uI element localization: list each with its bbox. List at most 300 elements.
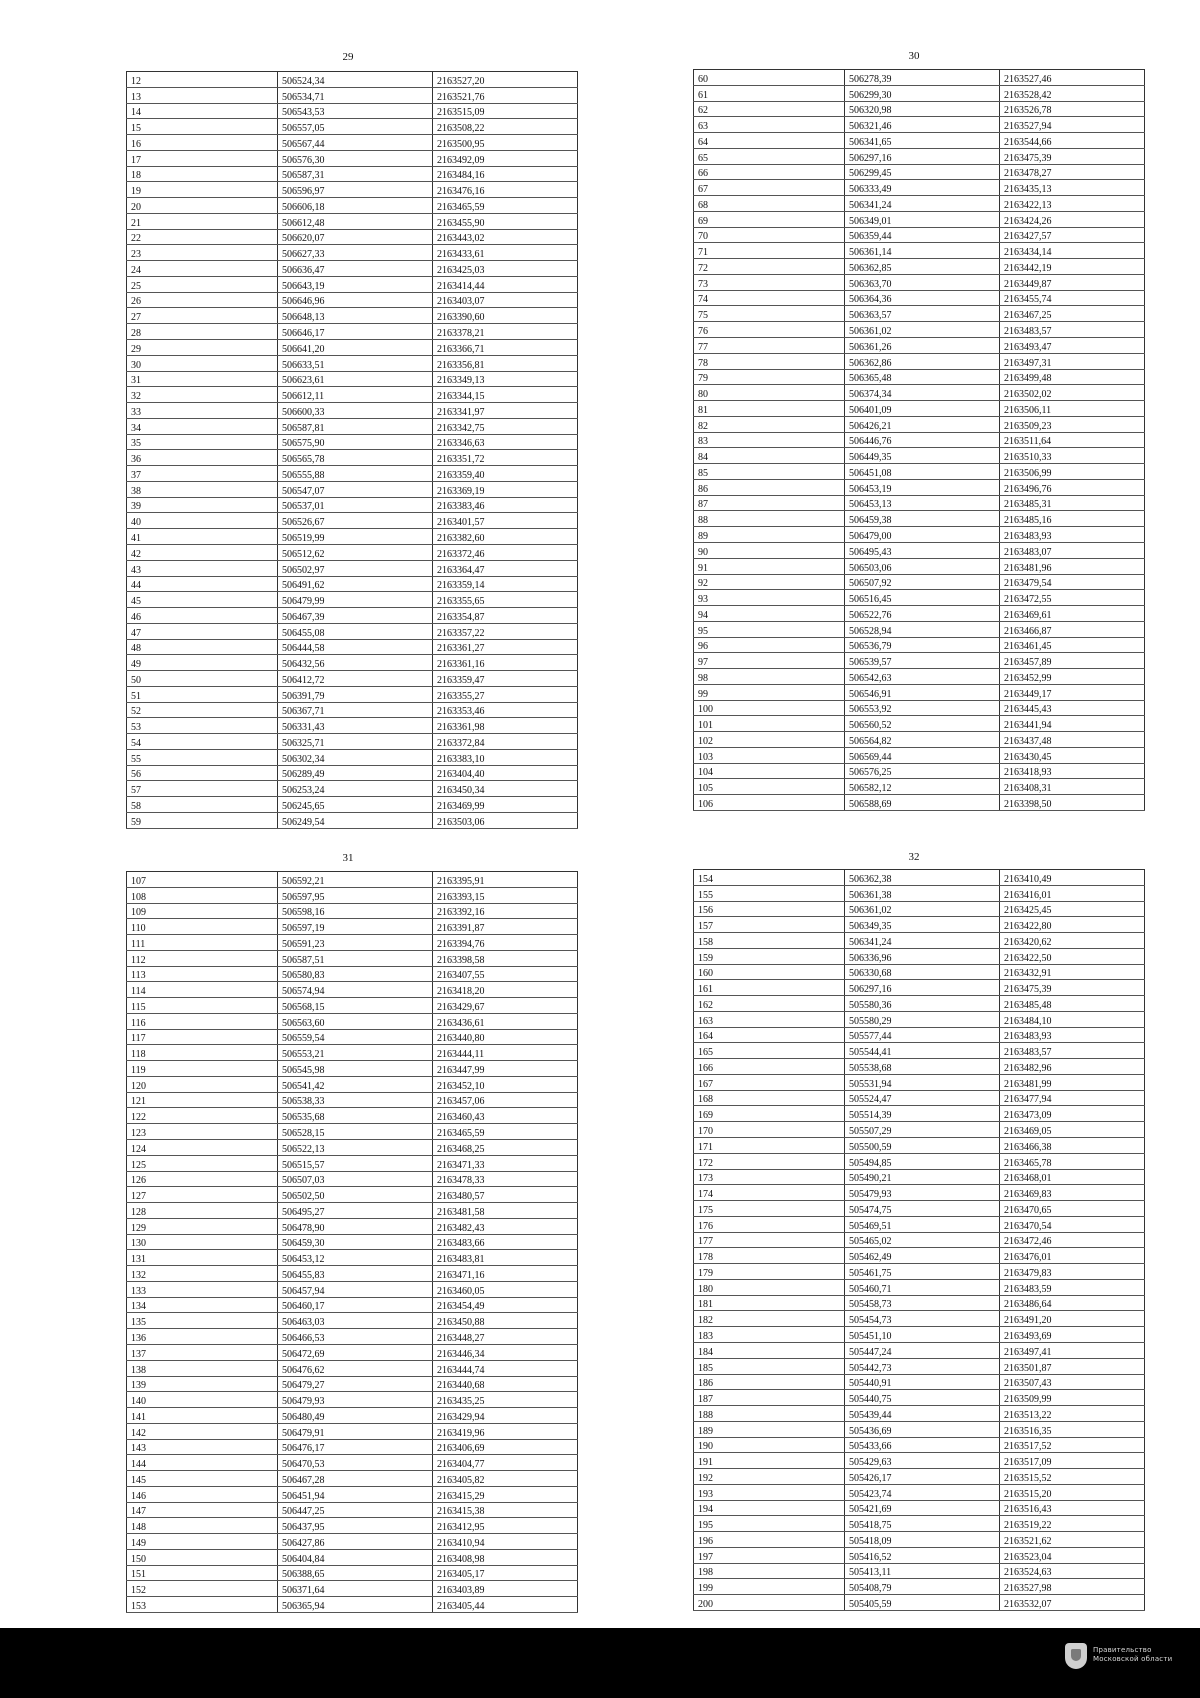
table-row xyxy=(694,933,1145,949)
x-coordinate-cell: 506289,49 xyxy=(278,765,433,781)
point-number-cell: 86 xyxy=(694,479,845,495)
x-coordinate-cell: 506362,85 xyxy=(845,259,1000,275)
x-coordinate-cell: 506526,67 xyxy=(278,513,433,529)
table-row xyxy=(694,70,1145,86)
table-row xyxy=(127,781,578,797)
y-coordinate-cell: 2163401,57 xyxy=(433,513,578,529)
x-coordinate-cell: 506555,88 xyxy=(278,466,433,482)
table-row xyxy=(694,996,1145,1012)
y-coordinate-cell: 2163430,45 xyxy=(1000,747,1145,763)
x-coordinate-cell: 506576,30 xyxy=(278,150,433,166)
x-coordinate-cell: 506502,97 xyxy=(278,560,433,576)
y-coordinate-cell: 2163450,34 xyxy=(433,781,578,797)
x-coordinate-cell: 506444,58 xyxy=(278,639,433,655)
point-number-cell: 15 xyxy=(127,119,278,135)
y-coordinate-cell: 2163515,52 xyxy=(1000,1469,1145,1485)
table-row xyxy=(127,686,578,702)
x-coordinate-cell: 506297,16 xyxy=(845,148,1000,164)
x-coordinate-cell: 506278,39 xyxy=(845,70,1000,86)
x-coordinate-cell: 505439,44 xyxy=(845,1406,1000,1422)
point-number-cell: 14 xyxy=(127,103,278,119)
x-coordinate-cell: 506541,42 xyxy=(278,1076,433,1092)
point-number-cell: 89 xyxy=(694,527,845,543)
x-coordinate-cell: 506612,48 xyxy=(278,213,433,229)
point-number-cell: 22 xyxy=(127,229,278,245)
y-coordinate-cell: 2163470,54 xyxy=(1000,1216,1145,1232)
y-coordinate-cell: 2163445,43 xyxy=(1000,700,1145,716)
y-coordinate-cell: 2163447,99 xyxy=(433,1061,578,1077)
x-coordinate-cell: 506367,71 xyxy=(278,702,433,718)
table-row xyxy=(694,148,1145,164)
point-number-cell: 20 xyxy=(127,198,278,214)
table-row xyxy=(127,324,578,340)
x-coordinate-cell: 506591,23 xyxy=(278,935,433,951)
point-number-cell: 39 xyxy=(127,497,278,513)
y-coordinate-cell: 2163471,33 xyxy=(433,1155,578,1171)
point-number-cell: 123 xyxy=(127,1124,278,1140)
y-coordinate-cell: 2163467,25 xyxy=(1000,306,1145,322)
x-coordinate-cell: 505458,73 xyxy=(845,1295,1000,1311)
x-coordinate-cell: 506557,05 xyxy=(278,119,433,135)
table-row xyxy=(127,1171,578,1187)
y-coordinate-cell: 2163481,96 xyxy=(1000,558,1145,574)
x-coordinate-cell: 505408,79 xyxy=(845,1579,1000,1595)
point-number-cell: 71 xyxy=(694,243,845,259)
x-coordinate-cell: 506507,03 xyxy=(278,1171,433,1187)
point-number-cell: 107 xyxy=(127,872,278,888)
table-row xyxy=(127,1203,578,1219)
y-coordinate-cell: 2163444,11 xyxy=(433,1045,578,1061)
point-number-cell: 194 xyxy=(694,1500,845,1516)
point-number-cell: 145 xyxy=(127,1471,278,1487)
table-row xyxy=(694,558,1145,574)
y-coordinate-cell: 2163479,54 xyxy=(1000,574,1145,590)
x-coordinate-cell: 505418,75 xyxy=(845,1516,1000,1532)
x-coordinate-cell: 505494,85 xyxy=(845,1153,1000,1169)
point-number-cell: 140 xyxy=(127,1392,278,1408)
y-coordinate-cell: 2163422,50 xyxy=(1000,948,1145,964)
table-row xyxy=(127,213,578,229)
point-number-cell: 176 xyxy=(694,1216,845,1232)
y-coordinate-cell: 2163480,57 xyxy=(433,1187,578,1203)
y-coordinate-cell: 2163369,19 xyxy=(433,481,578,497)
table-row xyxy=(694,180,1145,196)
table-row xyxy=(127,872,578,888)
table-row xyxy=(694,1563,1145,1579)
table-row xyxy=(127,1455,578,1471)
x-coordinate-cell: 506453,12 xyxy=(278,1250,433,1266)
point-number-cell: 13 xyxy=(127,87,278,103)
x-coordinate-cell: 506453,19 xyxy=(845,479,1000,495)
point-number-cell: 98 xyxy=(694,669,845,685)
y-coordinate-cell: 2163482,43 xyxy=(433,1218,578,1234)
y-coordinate-cell: 2163460,43 xyxy=(433,1108,578,1124)
x-coordinate-cell: 506401,09 xyxy=(845,401,1000,417)
x-coordinate-cell: 506522,13 xyxy=(278,1140,433,1156)
table-row xyxy=(127,529,578,545)
point-number-cell: 57 xyxy=(127,781,278,797)
y-coordinate-cell: 2163479,83 xyxy=(1000,1264,1145,1280)
y-coordinate-cell: 2163351,72 xyxy=(433,450,578,466)
y-coordinate-cell: 2163473,09 xyxy=(1000,1106,1145,1122)
x-coordinate-cell: 506330,68 xyxy=(845,964,1000,980)
y-coordinate-cell: 2163506,99 xyxy=(1000,464,1145,480)
page-number-29: 29 xyxy=(342,51,354,63)
x-coordinate-cell: 506597,19 xyxy=(278,919,433,935)
point-number-cell: 112 xyxy=(127,950,278,966)
table-row xyxy=(127,671,578,687)
x-coordinate-cell: 506341,24 xyxy=(845,933,1000,949)
point-number-cell: 38 xyxy=(127,481,278,497)
table-row xyxy=(694,980,1145,996)
point-number-cell: 193 xyxy=(694,1484,845,1500)
table-row xyxy=(127,966,578,982)
y-coordinate-cell: 2163359,14 xyxy=(433,576,578,592)
x-coordinate-cell: 505538,68 xyxy=(845,1059,1000,1075)
table-row xyxy=(127,1360,578,1376)
point-number-cell: 175 xyxy=(694,1201,845,1217)
y-coordinate-cell: 2163444,74 xyxy=(433,1360,578,1376)
y-coordinate-cell: 2163403,89 xyxy=(433,1581,578,1597)
point-number-cell: 185 xyxy=(694,1358,845,1374)
table-row xyxy=(127,387,578,403)
table-row xyxy=(127,887,578,903)
x-coordinate-cell: 506455,08 xyxy=(278,623,433,639)
x-coordinate-cell: 506467,39 xyxy=(278,608,433,624)
point-number-cell: 137 xyxy=(127,1344,278,1360)
coordinates-table-32 xyxy=(693,869,1145,1611)
y-coordinate-cell: 2163509,99 xyxy=(1000,1390,1145,1406)
y-coordinate-cell: 2163485,16 xyxy=(1000,511,1145,527)
x-coordinate-cell: 506623,61 xyxy=(278,371,433,387)
x-coordinate-cell: 506363,57 xyxy=(845,306,1000,322)
point-number-cell: 46 xyxy=(127,608,278,624)
x-coordinate-cell: 505500,59 xyxy=(845,1138,1000,1154)
point-number-cell: 52 xyxy=(127,702,278,718)
x-coordinate-cell: 506646,96 xyxy=(278,292,433,308)
point-number-cell: 84 xyxy=(694,448,845,464)
y-coordinate-cell: 2163454,49 xyxy=(433,1297,578,1313)
point-number-cell: 88 xyxy=(694,511,845,527)
x-coordinate-cell: 506528,94 xyxy=(845,621,1000,637)
point-number-cell: 187 xyxy=(694,1390,845,1406)
y-coordinate-cell: 2163457,06 xyxy=(433,1092,578,1108)
x-coordinate-cell: 506600,33 xyxy=(278,403,433,419)
point-number-cell: 130 xyxy=(127,1234,278,1250)
point-number-cell: 48 xyxy=(127,639,278,655)
x-coordinate-cell: 506325,71 xyxy=(278,734,433,750)
y-coordinate-cell: 2163414,44 xyxy=(433,276,578,292)
x-coordinate-cell: 506453,13 xyxy=(845,495,1000,511)
x-coordinate-cell: 506361,26 xyxy=(845,338,1000,354)
table-row xyxy=(694,1579,1145,1595)
x-coordinate-cell: 506576,25 xyxy=(845,763,1000,779)
table-row xyxy=(127,592,578,608)
table-row xyxy=(694,1074,1145,1090)
y-coordinate-cell: 2163440,80 xyxy=(433,1029,578,1045)
x-coordinate-cell: 506391,79 xyxy=(278,686,433,702)
table-row xyxy=(694,1453,1145,1469)
table-row xyxy=(694,227,1145,243)
x-coordinate-cell: 506620,07 xyxy=(278,229,433,245)
point-number-cell: 79 xyxy=(694,369,845,385)
y-coordinate-cell: 2163476,16 xyxy=(433,182,578,198)
table-row xyxy=(694,322,1145,338)
y-coordinate-cell: 2163442,19 xyxy=(1000,259,1145,275)
x-coordinate-cell: 505454,73 xyxy=(845,1311,1000,1327)
table-row xyxy=(127,340,578,356)
y-coordinate-cell: 2163357,22 xyxy=(433,623,578,639)
x-coordinate-cell: 505479,93 xyxy=(845,1185,1000,1201)
x-coordinate-cell: 506582,12 xyxy=(845,779,1000,795)
point-number-cell: 170 xyxy=(694,1122,845,1138)
y-coordinate-cell: 2163395,91 xyxy=(433,872,578,888)
table-row xyxy=(694,1358,1145,1374)
point-number-cell: 104 xyxy=(694,763,845,779)
table-row xyxy=(694,1201,1145,1217)
x-coordinate-cell: 506580,83 xyxy=(278,966,433,982)
point-number-cell: 95 xyxy=(694,621,845,637)
page-number-32: 32 xyxy=(908,851,920,863)
x-coordinate-cell: 506535,68 xyxy=(278,1108,433,1124)
point-number-cell: 78 xyxy=(694,353,845,369)
table-row xyxy=(694,1216,1145,1232)
point-number-cell: 156 xyxy=(694,901,845,917)
point-number-cell: 197 xyxy=(694,1547,845,1563)
y-coordinate-cell: 2163404,40 xyxy=(433,765,578,781)
point-number-cell: 61 xyxy=(694,85,845,101)
x-coordinate-cell: 506536,79 xyxy=(845,637,1000,653)
point-number-cell: 157 xyxy=(694,917,845,933)
x-coordinate-cell: 506547,07 xyxy=(278,481,433,497)
y-coordinate-cell: 2163372,46 xyxy=(433,544,578,560)
x-coordinate-cell: 506522,76 xyxy=(845,606,1000,622)
y-coordinate-cell: 2163507,43 xyxy=(1000,1374,1145,1390)
table-row xyxy=(127,1092,578,1108)
y-coordinate-cell: 2163449,87 xyxy=(1000,274,1145,290)
table-row xyxy=(127,198,578,214)
table-row xyxy=(694,653,1145,669)
y-coordinate-cell: 2163382,60 xyxy=(433,529,578,545)
coordinates-table-31 xyxy=(126,871,578,1613)
y-coordinate-cell: 2163448,27 xyxy=(433,1329,578,1345)
table-row xyxy=(694,964,1145,980)
point-number-cell: 94 xyxy=(694,606,845,622)
table-row xyxy=(127,103,578,119)
point-number-cell: 60 xyxy=(694,70,845,86)
point-number-cell: 80 xyxy=(694,385,845,401)
table-row xyxy=(694,1185,1145,1201)
point-number-cell: 17 xyxy=(127,150,278,166)
point-number-cell: 166 xyxy=(694,1059,845,1075)
table-row xyxy=(694,211,1145,227)
table-row xyxy=(694,1264,1145,1280)
x-coordinate-cell: 506374,34 xyxy=(845,385,1000,401)
point-number-cell: 58 xyxy=(127,797,278,813)
y-coordinate-cell: 2163415,29 xyxy=(433,1486,578,1502)
table-row xyxy=(127,1029,578,1045)
x-coordinate-cell: 506359,44 xyxy=(845,227,1000,243)
x-coordinate-cell: 506361,14 xyxy=(845,243,1000,259)
point-number-cell: 164 xyxy=(694,1027,845,1043)
x-coordinate-cell: 506451,08 xyxy=(845,464,1000,480)
y-coordinate-cell: 2163517,52 xyxy=(1000,1437,1145,1453)
x-coordinate-cell: 506538,33 xyxy=(278,1092,433,1108)
table-row xyxy=(127,1329,578,1345)
y-coordinate-cell: 2163407,55 xyxy=(433,966,578,982)
point-number-cell: 12 xyxy=(127,72,278,88)
point-number-cell: 177 xyxy=(694,1232,845,1248)
point-number-cell: 126 xyxy=(127,1171,278,1187)
point-number-cell: 163 xyxy=(694,1011,845,1027)
point-number-cell: 24 xyxy=(127,261,278,277)
x-coordinate-cell: 506560,52 xyxy=(845,716,1000,732)
x-coordinate-cell: 506587,51 xyxy=(278,950,433,966)
point-number-cell: 189 xyxy=(694,1421,845,1437)
point-number-cell: 109 xyxy=(127,903,278,919)
x-coordinate-cell: 505524,47 xyxy=(845,1090,1000,1106)
x-coordinate-cell: 506349,35 xyxy=(845,917,1000,933)
table-row xyxy=(127,1344,578,1360)
x-coordinate-cell: 506297,16 xyxy=(845,980,1000,996)
x-coordinate-cell: 505423,74 xyxy=(845,1484,1000,1500)
table-row xyxy=(694,574,1145,590)
y-coordinate-cell: 2163465,59 xyxy=(433,198,578,214)
point-number-cell: 25 xyxy=(127,276,278,292)
x-coordinate-cell: 506479,27 xyxy=(278,1376,433,1392)
x-coordinate-cell: 506559,54 xyxy=(278,1029,433,1045)
point-number-cell: 153 xyxy=(127,1597,278,1613)
table-row xyxy=(127,1408,578,1424)
point-number-cell: 23 xyxy=(127,245,278,261)
x-coordinate-cell: 506606,18 xyxy=(278,198,433,214)
y-coordinate-cell: 2163452,99 xyxy=(1000,669,1145,685)
y-coordinate-cell: 2163405,82 xyxy=(433,1471,578,1487)
y-coordinate-cell: 2163449,17 xyxy=(1000,684,1145,700)
table-row xyxy=(694,448,1145,464)
x-coordinate-cell: 505436,69 xyxy=(845,1421,1000,1437)
point-number-cell: 65 xyxy=(694,148,845,164)
table-row xyxy=(694,716,1145,732)
y-coordinate-cell: 2163470,65 xyxy=(1000,1201,1145,1217)
y-coordinate-cell: 2163491,20 xyxy=(1000,1311,1145,1327)
y-coordinate-cell: 2163483,66 xyxy=(433,1234,578,1250)
point-number-cell: 41 xyxy=(127,529,278,545)
point-number-cell: 76 xyxy=(694,322,845,338)
table-row xyxy=(694,432,1145,448)
table-row xyxy=(127,276,578,292)
table-row xyxy=(694,243,1145,259)
y-coordinate-cell: 2163483,59 xyxy=(1000,1279,1145,1295)
point-number-cell: 143 xyxy=(127,1439,278,1455)
y-coordinate-cell: 2163378,21 xyxy=(433,324,578,340)
y-coordinate-cell: 2163526,78 xyxy=(1000,101,1145,117)
table-row xyxy=(694,684,1145,700)
x-coordinate-cell: 506365,48 xyxy=(845,369,1000,385)
x-coordinate-cell: 506470,53 xyxy=(278,1455,433,1471)
y-coordinate-cell: 2163408,98 xyxy=(433,1549,578,1565)
x-coordinate-cell: 505447,24 xyxy=(845,1342,1000,1358)
table-row xyxy=(694,747,1145,763)
x-coordinate-cell: 506646,17 xyxy=(278,324,433,340)
x-coordinate-cell: 506299,45 xyxy=(845,164,1000,180)
point-number-cell: 114 xyxy=(127,982,278,998)
x-coordinate-cell: 506587,81 xyxy=(278,418,433,434)
table-row xyxy=(694,732,1145,748)
y-coordinate-cell: 2163532,07 xyxy=(1000,1595,1145,1611)
y-coordinate-cell: 2163521,62 xyxy=(1000,1532,1145,1548)
table-row xyxy=(127,434,578,450)
point-number-cell: 101 xyxy=(694,716,845,732)
table-row xyxy=(694,1390,1145,1406)
point-number-cell: 122 xyxy=(127,1108,278,1124)
point-number-cell: 91 xyxy=(694,558,845,574)
x-coordinate-cell: 506534,71 xyxy=(278,87,433,103)
y-coordinate-cell: 2163405,17 xyxy=(433,1565,578,1581)
table-row xyxy=(127,497,578,513)
y-coordinate-cell: 2163427,57 xyxy=(1000,227,1145,243)
point-number-cell: 151 xyxy=(127,1565,278,1581)
x-coordinate-cell: 506457,94 xyxy=(278,1281,433,1297)
y-coordinate-cell: 2163477,94 xyxy=(1000,1090,1145,1106)
page-number-31: 31 xyxy=(342,852,354,864)
x-coordinate-cell: 506447,25 xyxy=(278,1502,433,1518)
x-coordinate-cell: 506543,53 xyxy=(278,103,433,119)
point-number-cell: 30 xyxy=(127,355,278,371)
y-coordinate-cell: 2163516,43 xyxy=(1000,1500,1145,1516)
point-number-cell: 184 xyxy=(694,1342,845,1358)
point-number-cell: 69 xyxy=(694,211,845,227)
point-number-cell: 111 xyxy=(127,935,278,951)
table-row xyxy=(127,403,578,419)
point-number-cell: 198 xyxy=(694,1563,845,1579)
point-number-cell: 103 xyxy=(694,747,845,763)
table-row xyxy=(694,290,1145,306)
y-coordinate-cell: 2163527,98 xyxy=(1000,1579,1145,1595)
x-coordinate-cell: 505474,75 xyxy=(845,1201,1000,1217)
table-row xyxy=(694,1311,1145,1327)
table-row xyxy=(127,1108,578,1124)
point-number-cell: 74 xyxy=(694,290,845,306)
x-coordinate-cell: 505507,29 xyxy=(845,1122,1000,1138)
point-number-cell: 146 xyxy=(127,1486,278,1502)
point-number-cell: 155 xyxy=(694,885,845,901)
table-row xyxy=(127,1297,578,1313)
x-coordinate-cell: 506569,44 xyxy=(845,747,1000,763)
y-coordinate-cell: 2163478,27 xyxy=(1000,164,1145,180)
table-row xyxy=(694,1484,1145,1500)
x-coordinate-cell: 506362,86 xyxy=(845,353,1000,369)
y-coordinate-cell: 2163469,05 xyxy=(1000,1122,1145,1138)
x-coordinate-cell: 506361,02 xyxy=(845,901,1000,917)
y-coordinate-cell: 2163425,03 xyxy=(433,261,578,277)
table-row xyxy=(127,481,578,497)
table-row xyxy=(694,1138,1145,1154)
x-coordinate-cell: 506336,96 xyxy=(845,948,1000,964)
table-row xyxy=(694,1232,1145,1248)
table-row xyxy=(127,734,578,750)
y-coordinate-cell: 2163418,20 xyxy=(433,982,578,998)
y-coordinate-cell: 2163493,47 xyxy=(1000,338,1145,354)
point-number-cell: 160 xyxy=(694,964,845,980)
y-coordinate-cell: 2163509,23 xyxy=(1000,416,1145,432)
point-number-cell: 174 xyxy=(694,1185,845,1201)
point-number-cell: 33 xyxy=(127,403,278,419)
y-coordinate-cell: 2163410,94 xyxy=(433,1534,578,1550)
y-coordinate-cell: 2163510,33 xyxy=(1000,448,1145,464)
y-coordinate-cell: 2163361,27 xyxy=(433,639,578,655)
table-row xyxy=(127,150,578,166)
